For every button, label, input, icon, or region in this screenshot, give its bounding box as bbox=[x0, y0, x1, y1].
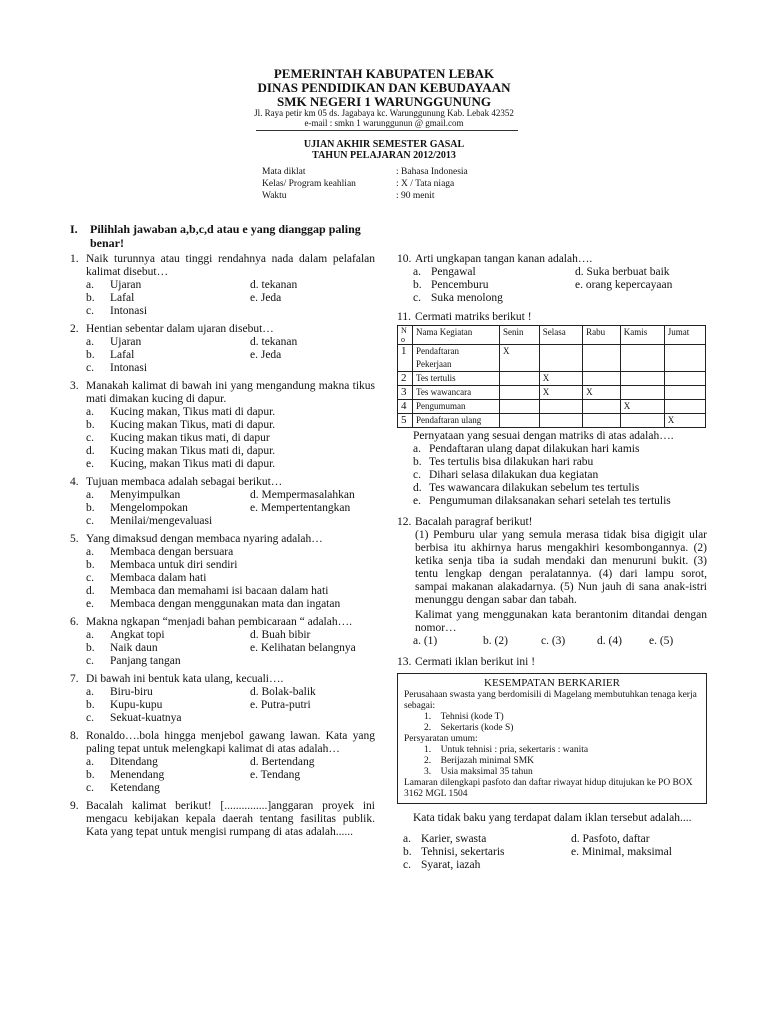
matrix-row bbox=[398, 386, 706, 400]
option-row bbox=[397, 279, 707, 292]
info-label: Kelas/ Program keahlian bbox=[262, 179, 356, 189]
question-text: Tujuan membaca adalah sebagai berikut… bbox=[86, 476, 283, 488]
option-text: d. tekanan bbox=[250, 336, 298, 348]
question-text: Naik turunnya atau tinggi rendahnya nada dalam pelafalan kalimat disebut… bbox=[86, 253, 375, 278]
option-row bbox=[70, 349, 375, 362]
option-text: Dihari selasa dilakukan dua kegiatan bbox=[429, 469, 599, 481]
option-row bbox=[70, 546, 375, 559]
question-number: 6. bbox=[70, 616, 79, 628]
option-text: Kucing makan tikus mati, di dapur bbox=[110, 432, 270, 444]
option-letter: c. bbox=[413, 292, 421, 304]
matrix-header-cell: Rabu bbox=[583, 326, 621, 345]
list-text: Berijazah minimal SMK bbox=[440, 756, 535, 766]
ad-job-item bbox=[404, 723, 700, 734]
matrix-cell bbox=[539, 414, 582, 428]
option-text: d. tekanan bbox=[250, 279, 298, 291]
option-letter: a. bbox=[86, 336, 94, 348]
exam-title: UJIAN AKHIR SEMESTER GASAL bbox=[303, 139, 465, 150]
option-text: Membaca untuk diri sendiri bbox=[110, 559, 238, 571]
matrix-cell bbox=[500, 400, 540, 414]
option-text: e. (5) bbox=[649, 635, 674, 647]
option-row bbox=[70, 699, 375, 712]
q12-options bbox=[413, 635, 707, 648]
option-row bbox=[397, 266, 707, 279]
list-text: Untuk tehnisi : pria, sekertaris : wanita bbox=[440, 745, 589, 755]
option-text: Pendaftaran ulang dapat dilakukan hari kamis bbox=[429, 443, 640, 455]
matrix-cell: Pendaftaran Pekerjaan bbox=[413, 345, 500, 372]
option-text: Panjang tangan bbox=[110, 655, 181, 667]
option-letter: a. bbox=[86, 546, 94, 558]
matrix-header-cell: Nama Kegiatan bbox=[413, 326, 500, 345]
option-letter: b. bbox=[86, 699, 95, 711]
option-row bbox=[70, 445, 375, 458]
info-label: Waktu bbox=[262, 191, 287, 201]
header-line-2: DINAS PENDIDIKAN DAN KEBUDAYAAN bbox=[257, 80, 511, 95]
question-number: 1. bbox=[70, 253, 79, 265]
option-row bbox=[70, 629, 375, 642]
header-email: e-mail : smkn 1 warunggunun @ gmail.com bbox=[304, 118, 464, 128]
option-letter: e. bbox=[413, 495, 421, 507]
option-letter: b. bbox=[413, 456, 422, 468]
option-text: d. Bolak-balik bbox=[250, 686, 316, 698]
option-text: d. Buah bibir bbox=[250, 629, 311, 641]
option-letter: a. bbox=[86, 489, 94, 501]
option-letter: b. bbox=[86, 769, 95, 781]
option-letter: b. bbox=[86, 349, 95, 361]
matrix-row bbox=[398, 372, 706, 386]
matrix-cell: X bbox=[500, 345, 540, 372]
option-text: Ujaran bbox=[110, 279, 142, 291]
matrix-cell bbox=[583, 345, 621, 372]
option-row bbox=[70, 292, 375, 305]
option-text: e. orang kepercayaan bbox=[575, 279, 673, 291]
option-text: c. (3) bbox=[541, 635, 566, 647]
matrix-cell bbox=[500, 414, 540, 428]
option-text: Lafal bbox=[110, 349, 135, 361]
option-row bbox=[70, 642, 375, 655]
question-number: 11. bbox=[397, 311, 411, 323]
option-letter: d. bbox=[86, 445, 95, 457]
option-text: Mengelompokan bbox=[110, 502, 188, 514]
question-10 bbox=[397, 253, 707, 305]
matrix-cell bbox=[583, 400, 621, 414]
section-number: I. bbox=[70, 222, 78, 236]
option-row bbox=[397, 456, 707, 469]
option-text: b. (2) bbox=[483, 635, 508, 647]
question-11 bbox=[397, 311, 707, 508]
option-letter: c. bbox=[403, 859, 411, 871]
option-letter: b. bbox=[86, 502, 95, 514]
option-text: Membaca dan memahami isi bacaan dalam hati bbox=[110, 585, 329, 597]
option-text: d. Suka berbuat baik bbox=[575, 266, 670, 278]
matrix-header-row bbox=[398, 326, 706, 345]
question-number: 9. bbox=[70, 800, 79, 812]
option-text: Pengumuman dilaksanakan sehari setelah tes tertulis bbox=[429, 495, 671, 507]
option-letter: c. bbox=[86, 432, 94, 444]
option-row bbox=[397, 495, 707, 508]
list-text: Sekertaris (kode S) bbox=[440, 723, 514, 733]
option-text: Tehnisi, sekertaris bbox=[421, 846, 505, 858]
question-13 bbox=[397, 656, 707, 872]
exam-year: TAHUN PELAJARAN 2012/2013 bbox=[312, 150, 456, 161]
info-value: : Bahasa Indonesia bbox=[396, 167, 468, 177]
option-letter: c. bbox=[86, 572, 94, 584]
ad-question: Kata tidak baku yang terdapat dalam iklan tersebut adalah.... bbox=[413, 812, 692, 824]
option-text: e. Jeda bbox=[250, 349, 282, 361]
question-2 bbox=[70, 323, 375, 375]
list-text: Tehnisi (kode T) bbox=[440, 712, 504, 722]
option-text: Suka menolong bbox=[431, 292, 503, 304]
option-letter: a. bbox=[86, 629, 94, 641]
option-letter: b. bbox=[86, 292, 95, 304]
option-text: Pengawal bbox=[431, 266, 476, 278]
option-row bbox=[70, 458, 375, 471]
header-line-3: SMK NEGERI 1 WARUNGGUNUNG bbox=[277, 94, 491, 109]
option-row bbox=[70, 305, 375, 318]
question-3 bbox=[70, 380, 375, 471]
question-text: Hentian sebentar dalam ujaran disebut… bbox=[86, 323, 274, 335]
ad-requirements-title: Persyaratan umum: bbox=[404, 734, 478, 744]
question-text: Bacalah paragraf berikut! bbox=[415, 516, 533, 528]
header-address: Jl. Raya petir km 05 ds. Jagabaya kc. Warunggunung Kab. Lebak 42352 bbox=[254, 108, 514, 118]
right-column bbox=[397, 253, 707, 877]
job-advertisement bbox=[397, 673, 707, 804]
option-text: Biru-biru bbox=[110, 686, 153, 698]
question-text: Cermati iklan berikut ini ! bbox=[415, 656, 536, 668]
option-text: Naik daun bbox=[110, 642, 158, 654]
option-text: Intonasi bbox=[110, 305, 148, 317]
option-text: Lafal bbox=[110, 292, 135, 304]
option-letter: a. bbox=[86, 686, 94, 698]
matrix-cell: X bbox=[620, 400, 664, 414]
question-number: 2. bbox=[70, 323, 79, 335]
ad-intro: Perusahaan swasta yang berdomisili di Magelang membutuhkan tenaga kerja sebagai: bbox=[404, 690, 697, 711]
q11-options bbox=[397, 443, 707, 508]
option-letter: d. bbox=[86, 585, 95, 597]
list-number: 1. bbox=[424, 745, 432, 755]
option-text: Membaca dengan bersuara bbox=[110, 546, 234, 558]
option-text: Menilai/mengevaluasi bbox=[110, 515, 213, 527]
matrix-cell bbox=[620, 414, 664, 428]
option-text: e. Tendang bbox=[250, 769, 301, 781]
question-number: 13. bbox=[397, 656, 412, 668]
option-row bbox=[70, 712, 375, 725]
option-row bbox=[70, 336, 375, 349]
matrix-cell bbox=[539, 345, 582, 372]
option-row bbox=[70, 769, 375, 782]
question-number: 7. bbox=[70, 673, 79, 685]
option-letter: b. bbox=[86, 419, 95, 431]
option-row bbox=[70, 279, 375, 292]
option-letter: d. bbox=[413, 482, 422, 494]
matrix-cell: X bbox=[539, 386, 582, 400]
ad-job-item bbox=[404, 712, 700, 723]
option-row bbox=[397, 292, 707, 305]
matrix-cell bbox=[539, 400, 582, 414]
option-text: Tes wawancara dilakukan sebelum tes tertulis bbox=[429, 482, 640, 494]
left-column bbox=[70, 253, 375, 844]
matrix-header-cell: Jumat bbox=[664, 326, 705, 345]
question-8 bbox=[70, 730, 375, 795]
question-text: Makna ngkapan “menjadi bahan pembicaraan “ adalah…. bbox=[86, 616, 352, 628]
option-text: Syarat, iazah bbox=[421, 859, 481, 871]
ad-footer: Lamaran dilengkapi pasfoto dan daftar riwayat hidup ditujukan ke PO BOX 3162 MGL 1504 bbox=[404, 778, 693, 799]
question-number: 3. bbox=[70, 380, 79, 392]
option-letter: e. bbox=[86, 458, 94, 470]
option-text: Membaca dalam hati bbox=[110, 572, 207, 584]
matrix-cell: Pendaftaran ulang bbox=[413, 414, 500, 428]
question-text: Di bawah ini bentuk kata ulang, kecuali…. bbox=[86, 673, 284, 685]
question-6 bbox=[70, 616, 375, 668]
ad-title: KESEMPATAN BERKARIER bbox=[484, 677, 620, 689]
matrix-cell bbox=[620, 372, 664, 386]
option-row bbox=[70, 502, 375, 515]
option-letter: c. bbox=[413, 469, 421, 481]
ad-req-item bbox=[404, 756, 700, 767]
matrix-header-cell: N o bbox=[398, 326, 413, 345]
option-text: Menyimpulkan bbox=[110, 489, 181, 501]
option-letter: c. bbox=[86, 655, 94, 667]
matrix-cell: 1 bbox=[398, 345, 413, 372]
matrix-body bbox=[398, 345, 706, 428]
option-letter: c. bbox=[86, 515, 94, 527]
header-line-1: PEMERINTAH KABUPATEN LEBAK bbox=[273, 66, 495, 81]
option-row bbox=[70, 598, 375, 611]
question-7 bbox=[70, 673, 375, 725]
option-row bbox=[397, 469, 707, 482]
option-text: d. Mempermasalahkan bbox=[250, 489, 355, 501]
option-letter: a. bbox=[403, 833, 411, 845]
question-5 bbox=[70, 533, 375, 611]
option-letter: a. bbox=[86, 279, 94, 291]
question-number: 4. bbox=[70, 476, 79, 488]
matrix-cell bbox=[583, 372, 621, 386]
option-row bbox=[70, 559, 375, 572]
matrix-row bbox=[398, 414, 706, 428]
option-letter: b. bbox=[413, 279, 422, 291]
option-text: Angkat topi bbox=[110, 629, 165, 641]
matrix-cell bbox=[620, 345, 664, 372]
question-text: Ronaldo….bola hingga menjebol gawang lawan. Kata yang paling tepat untuk melengkapi kalimat di atas adalah… bbox=[86, 730, 375, 755]
info-value: : X / Tata niaga bbox=[396, 179, 455, 189]
option-letter: b. bbox=[86, 559, 95, 571]
option-text: e. Putra-putri bbox=[250, 699, 311, 711]
matrix-cell: 2 bbox=[398, 372, 413, 386]
section-title: Pilihlah jawaban a,b,c,d atau e yang dianggap paling benar! bbox=[90, 222, 361, 250]
option-letter: a. bbox=[413, 443, 421, 455]
option-text: Intonasi bbox=[110, 362, 148, 374]
option-text: Sekuat-kuatnya bbox=[110, 712, 182, 724]
option-row bbox=[397, 846, 707, 859]
matrix-cell bbox=[500, 372, 540, 386]
matrix-cell bbox=[500, 386, 540, 400]
matrix-cell: Pengumuman bbox=[413, 400, 500, 414]
list-number: 1. bbox=[424, 712, 432, 722]
option-row bbox=[397, 833, 707, 846]
matrix-cell: X bbox=[664, 414, 705, 428]
option-text: a. (1) bbox=[413, 635, 438, 647]
list-number: 2. bbox=[424, 723, 432, 733]
option-text: Ujaran bbox=[110, 336, 142, 348]
option-row bbox=[70, 515, 375, 528]
list-number: 2. bbox=[424, 756, 432, 766]
option-letter: a. bbox=[413, 266, 421, 278]
option-row bbox=[70, 585, 375, 598]
option-text: Karier, swasta bbox=[421, 833, 487, 845]
question-text: Manakah kalimat di bawah ini yang mengandung makna tikus mati dimakan kucing di dapur. bbox=[86, 380, 375, 405]
question-text: Arti ungkapan tangan kanan adalah…. bbox=[415, 253, 593, 265]
list-number: 3. bbox=[424, 767, 432, 777]
option-row bbox=[70, 782, 375, 795]
question-text: Cermati matriks berikut ! bbox=[415, 311, 532, 323]
matrix-cell bbox=[664, 400, 705, 414]
option-text: Kupu-kupu bbox=[110, 699, 163, 711]
option-row bbox=[70, 572, 375, 585]
matrix-cell: X bbox=[539, 372, 582, 386]
option-letter: a. bbox=[86, 406, 94, 418]
option-text: Kucing, makan Tikus mati di dapur. bbox=[110, 458, 276, 470]
matrix-cell bbox=[620, 386, 664, 400]
matrix-cell: X bbox=[583, 386, 621, 400]
option-letter: c. bbox=[86, 305, 94, 317]
matrix-header-cell: Senin bbox=[500, 326, 540, 345]
option-row bbox=[397, 443, 707, 456]
option-text: Tes tertulis bisa dilakukan hari rabu bbox=[429, 456, 594, 468]
info-value: : 90 menit bbox=[396, 191, 435, 201]
option-text: Ditendang bbox=[110, 756, 158, 768]
option-letter: c. bbox=[86, 712, 94, 724]
matrix-cell: Tes tertulis bbox=[413, 372, 500, 386]
option-text: Kucing makan, Tikus mati di dapur. bbox=[110, 406, 276, 418]
list-text: Usia maksimal 35 tahun bbox=[440, 767, 533, 777]
option-row bbox=[70, 432, 375, 445]
question-9 bbox=[70, 800, 375, 839]
question-4 bbox=[70, 476, 375, 528]
option-text: e. Jeda bbox=[250, 292, 282, 304]
question-12 bbox=[397, 516, 707, 648]
question-text: Bacalah kalimat berikut! [...............]anggaran proyek ini mengacu kebijakan kepala daerah tentang fasilitas publik. Kata yang tepat untuk mengisi rumpang di atas adalah...... bbox=[86, 800, 375, 838]
option-row bbox=[70, 362, 375, 375]
option-letter: e. bbox=[86, 598, 94, 610]
question-number: 5. bbox=[70, 533, 79, 545]
matrix-statement: Pernyataan yang sesuai dengan matriks di atas adalah…. bbox=[413, 430, 674, 442]
info-label: Mata diklat bbox=[262, 167, 306, 177]
option-row bbox=[70, 489, 375, 502]
ad-req-item bbox=[404, 767, 700, 778]
option-letter: b. bbox=[86, 642, 95, 654]
paragraph-text: (1) Pemburu ular yang semula merasa tidak bisa digigit ular berbisa itu akhirnya harus mengakhiri kesombongannya. (2) ketika senja tiba ia sudah mendaki dan menuruni bukit. (3) tentu lengkap dengan peralatannya. (4) dari lampu sorot, sampai makanan alakadarnya. (5) Nun jauh di sana anak-istri menunggu dengan sabar dan tabah. bbox=[415, 529, 707, 606]
matrix-row bbox=[398, 345, 706, 372]
option-letter: b. bbox=[403, 846, 412, 858]
option-text: Ketendang bbox=[110, 782, 160, 794]
option-row bbox=[70, 655, 375, 668]
question-number: 12. bbox=[397, 516, 412, 528]
option-text: e. Kelihatan belangnya bbox=[250, 642, 356, 654]
question-text: Yang dimaksud dengan membaca nyaring adalah… bbox=[86, 533, 323, 545]
matrix-header-cell: Selasa bbox=[539, 326, 582, 345]
option-row bbox=[70, 406, 375, 419]
matrix-cell bbox=[664, 372, 705, 386]
option-row bbox=[70, 419, 375, 432]
option-letter: a. bbox=[86, 756, 94, 768]
matrix-row bbox=[398, 400, 706, 414]
option-text: Kucing makan Tikus, mati di dapur. bbox=[110, 419, 276, 431]
option-text: Pencemburu bbox=[431, 279, 489, 291]
option-text: e. Mempertentangkan bbox=[250, 502, 351, 514]
question-number: 10. bbox=[397, 253, 412, 265]
option-text: d. (4) bbox=[597, 635, 622, 647]
option-row bbox=[397, 859, 707, 872]
option-letter: c. bbox=[86, 362, 94, 374]
matrix-cell: 3 bbox=[398, 386, 413, 400]
matrix-cell: 5 bbox=[398, 414, 413, 428]
matrix-cell bbox=[583, 414, 621, 428]
option-letter: c. bbox=[86, 782, 94, 794]
option-row bbox=[70, 686, 375, 699]
option-text: Membaca dengan menggunakan mata dan ingatan bbox=[110, 598, 341, 610]
matrix-cell bbox=[664, 386, 705, 400]
question-1 bbox=[70, 253, 375, 318]
option-text: Menendang bbox=[110, 769, 165, 781]
question-number: 8. bbox=[70, 730, 79, 742]
option-text: d. Bertendang bbox=[250, 756, 315, 768]
schedule-matrix bbox=[397, 325, 706, 428]
option-row bbox=[397, 482, 707, 495]
matrix-cell bbox=[664, 345, 705, 372]
matrix-cell: 4 bbox=[398, 400, 413, 414]
header-divider bbox=[256, 130, 518, 131]
ad-req-item bbox=[404, 745, 700, 756]
option-text: d. Pasfoto, daftar bbox=[571, 833, 650, 845]
paragraph-question: Kalimat yang menggunakan kata berantonim ditandai dengan nomor… bbox=[415, 609, 707, 634]
option-text: Kucing makan Tikus mati di, dapur. bbox=[110, 445, 276, 457]
matrix-header-cell: Kamis bbox=[620, 326, 664, 345]
option-text: e. Minimal, maksimal bbox=[571, 846, 672, 858]
matrix-cell: Tes wawancara bbox=[413, 386, 500, 400]
option-row bbox=[70, 756, 375, 769]
